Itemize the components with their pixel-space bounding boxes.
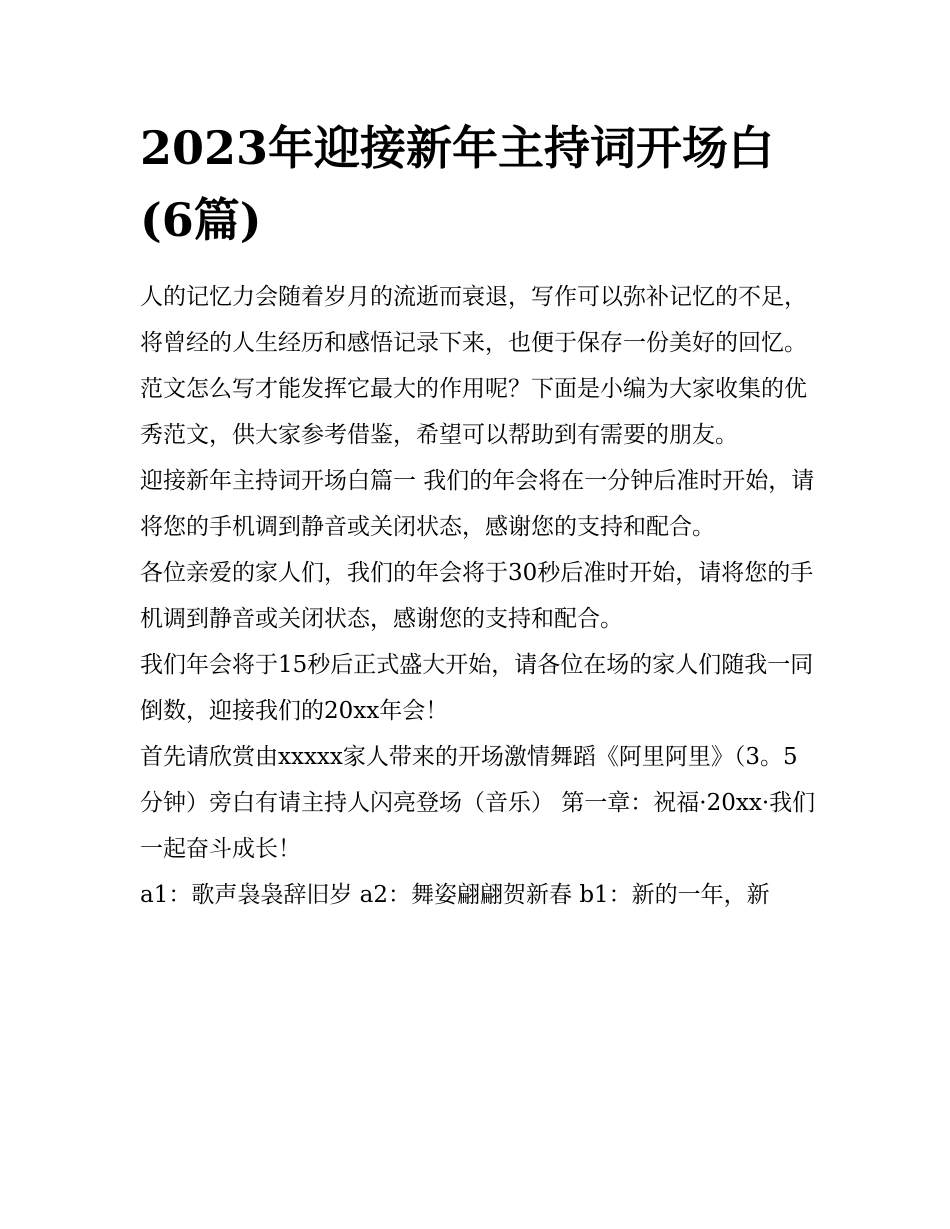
document-body [140, 274, 820, 918]
paragraph-opening-dance: 首先请欣赏由xxxxx家人带来的开场激情舞蹈《阿里阿里》（3。5分钟）旁白有请主持人闪亮登场（音乐） 第一章：祝福·20xx·我们一起奋斗成长！ [140, 744, 816, 862]
document-page [140, 112, 820, 918]
paragraph-intro: 人的记忆力会随着岁月的流逝而衰退，写作可以弥补记忆的不足，将曾经的人生经历和感悟记录下来，也便于保存一份美好的回忆。范文怎么写才能发挥它最大的作用呢？下面是小编为大家收集的优秀范文，供大家参考借鉴，希望可以帮助到有需要的朋友。 [140, 284, 807, 448]
document-title: 2023年迎接新年主持词开场白(6篇) [140, 121, 775, 247]
paragraph-host-lines: a1：歌声袅袅辞旧岁 a2：舞姿翩翩贺新春 b1：新的一年，新 [140, 882, 770, 908]
paragraph-section-one: 迎接新年主持词开场白篇一 我们的年会将在一分钟后准时开始，请将您的手机调到静音或关闭状态，感谢您的支持和配合。 [140, 468, 815, 540]
paragraph-countdown-15: 我们年会将于15秒后正式盛大开始，请各位在场的家人们随我一同倒数，迎接我们的20xx年会！ [140, 652, 814, 724]
paragraph-countdown-30: 各位亲爱的家人们，我们的年会将于30秒后准时开始，请将您的手机调到静音或关闭状态，感谢您的支持和配合。 [140, 560, 814, 632]
